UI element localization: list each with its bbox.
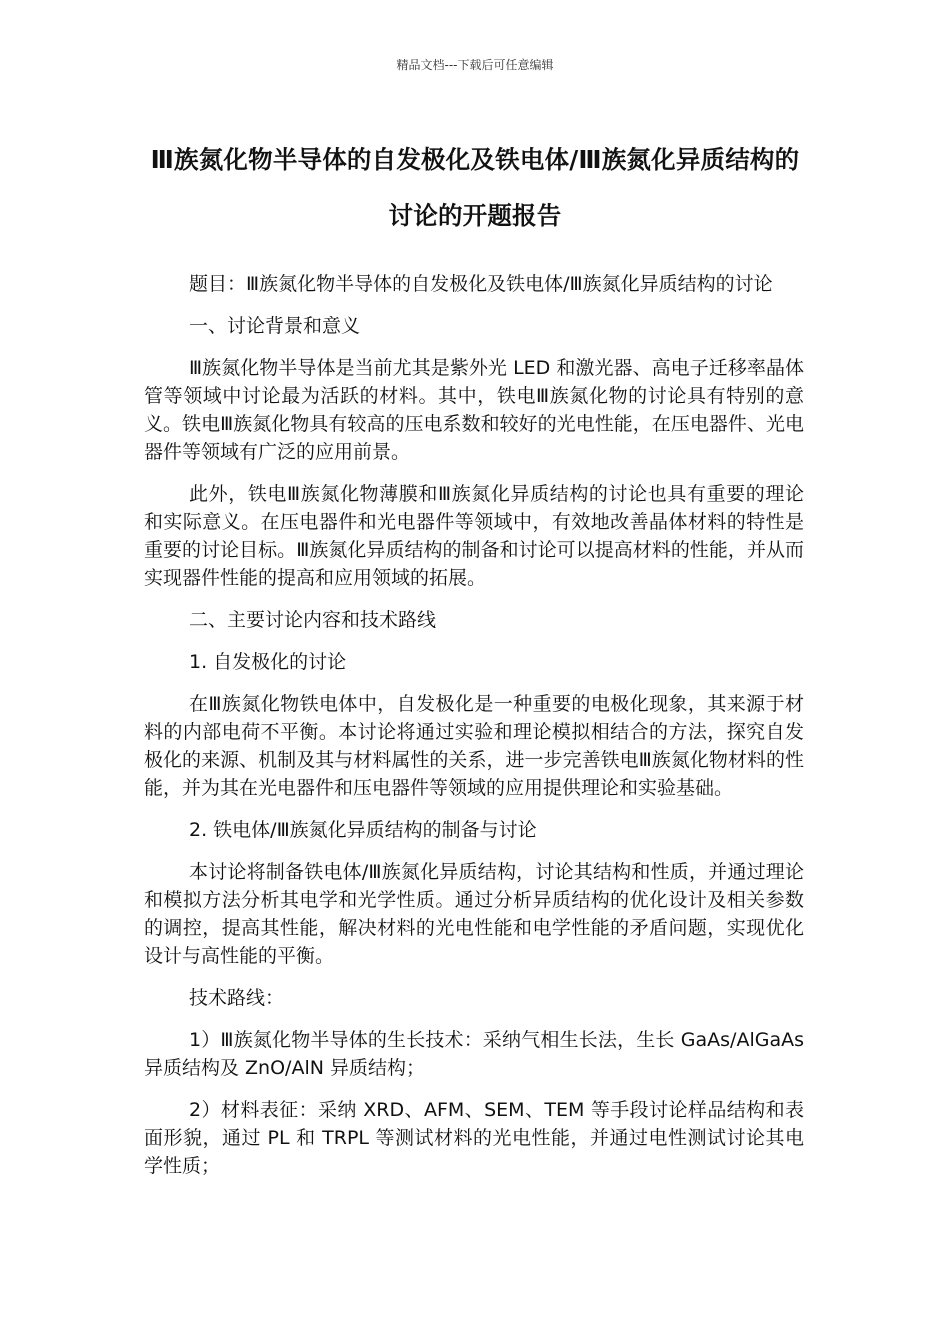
page-header-note: 精品文档---下载后可任意编辑: [396, 58, 554, 72]
paragraph-heterostructure: 本讨论将制备铁电体/Ⅲ族氮化异质结构，讨论其结构和性质，并通过理论和模拟方法分析其电学和光学性质。通过分析异质结构的优化设计及相关参数的调控，提高其性能，解决材料的光电性能和电学性能的矛盾问题，实现优化设计与高性能的平衡。: [144, 861, 804, 967]
technical-route-item-2: 2）材料表征：采纳 XRD、AFM、SEM、TEM 等手段讨论样品结构和表面形貌，通过 PL 和 TRPL 等测试材料的光电性能，并通过电性测试讨论其电学性质；: [144, 1099, 804, 1177]
paragraph-background-2: 此外，铁电Ⅲ族氮化物薄膜和Ⅲ族氮化异质结构的讨论也具有重要的理论和实际意义。在压电器件和光电器件等领域中，有效地改善晶体材料的特性是重要的讨论目标。Ⅲ族氮化异质结构的制备和讨论可以提高材料的性能，并从而实现器件性能的提高和应用领域的拓展。: [144, 483, 804, 589]
technical-route-heading: 技术路线：: [189, 987, 285, 1009]
section-heading-background: 一、讨论背景和意义: [189, 315, 361, 337]
document-title: Ⅲ族氮化物半导体的自发极化及铁电体/Ⅲ族氮化异质结构的讨论的开题报告: [150, 145, 800, 230]
subheading-polarization: 1. 自发极化的讨论: [189, 651, 347, 673]
section-heading-content: 二、主要讨论内容和技术路线: [189, 609, 437, 631]
technical-route-item-1: 1）Ⅲ族氮化物半导体的生长技术：采纳气相生长法，生长 GaAs/AlGaAs 异质结构及 ZnO/AlN 异质结构；: [144, 1029, 804, 1079]
paragraph-polarization: 在Ⅲ族氮化物铁电体中，自发极化是一种重要的电极化现象，其来源于材料的内部电荷不平衡。本讨论将通过实验和理论模拟相结合的方法，探究自发极化的来源、机制及其与材料属性的关系，进一步完善铁电Ⅲ族氮化物材料的性能，并为其在光电器件和压电器件等领域的应用提供理论和实验基础。: [144, 693, 804, 799]
paragraph-topic: 题目：Ⅲ族氮化物半导体的自发极化及铁电体/Ⅲ族氮化异质结构的讨论: [189, 273, 773, 295]
subheading-heterostructure: 2. 铁电体/Ⅲ族氮化异质结构的制备与讨论: [189, 819, 537, 841]
document-body: [144, 270, 804, 1194]
paragraph-background-1: Ⅲ族氮化物半导体是当前尤其是紫外光 LED 和激光器、高电子迁移率晶体管等领域中讨论最为活跃的材料。其中，铁电Ⅲ族氮化物的讨论具有特别的意义。铁电Ⅲ族氮化物具有较高的压电系数和较好的光电性能，在压电器件、光电器件等领域有广泛的应用前景。: [144, 357, 804, 463]
